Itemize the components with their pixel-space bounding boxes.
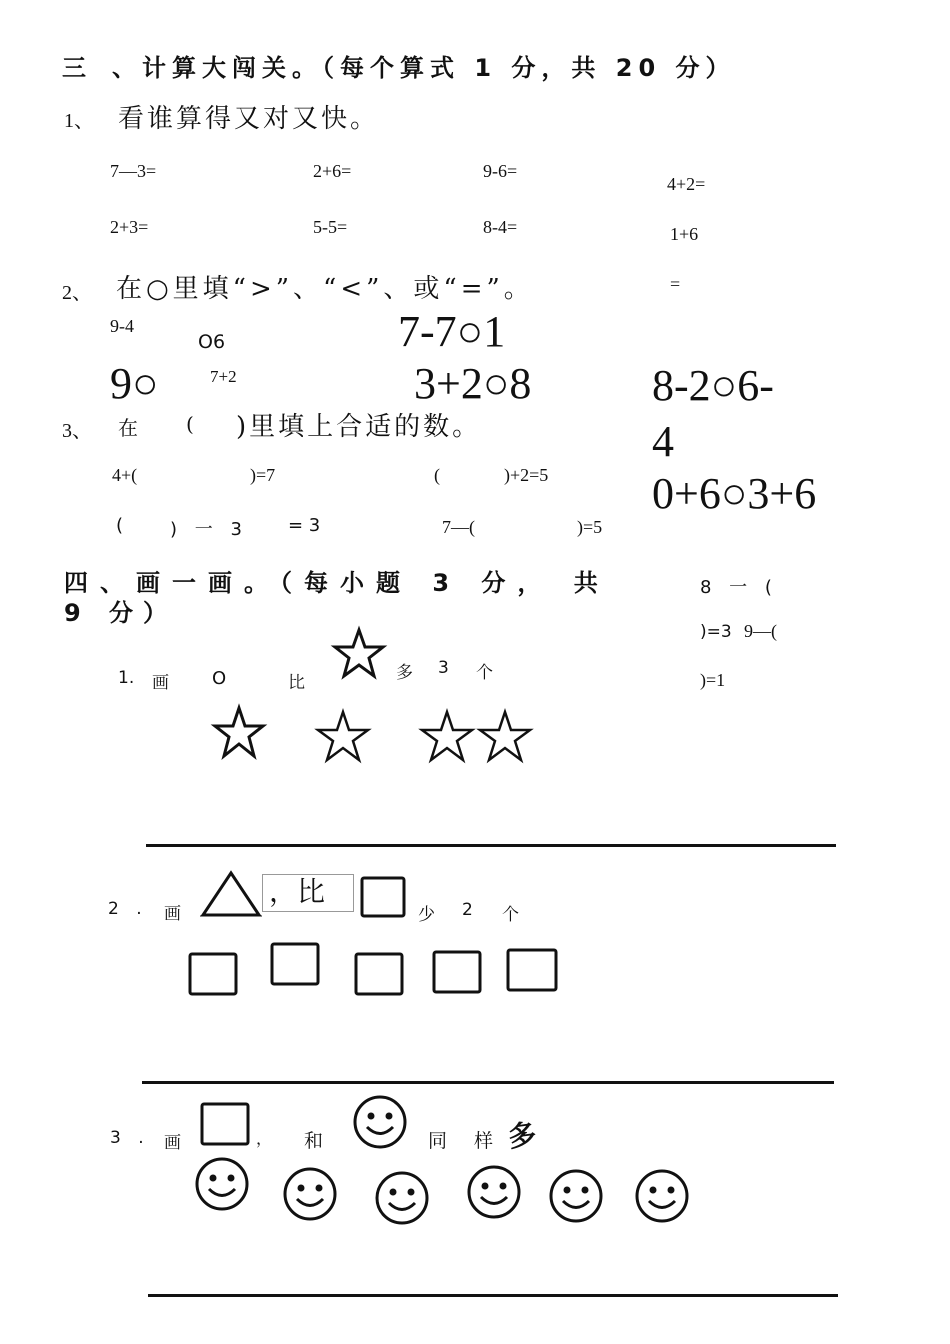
equation: 2+3= (110, 217, 149, 237)
sub2-word: 个 (502, 905, 519, 925)
answer-line (146, 844, 836, 847)
fill-blank: 8 一 ( (700, 577, 778, 598)
equation: 4+2= (667, 174, 706, 194)
section4-heading: 四、画一画。（每小题 3 分， 共 (64, 569, 610, 597)
fill-blank: ) 一 3 (170, 519, 248, 540)
fill-blank: )=7 (250, 465, 276, 485)
equation: = (670, 274, 681, 294)
star-icon (420, 710, 474, 762)
section3-number: 三 (62, 54, 92, 82)
equation: 2+6= (313, 161, 352, 181)
smiley-icon (352, 1094, 408, 1150)
triangle-icon (200, 870, 262, 918)
q3-title-part: 在 (118, 416, 138, 440)
equation: 5-5= (313, 217, 348, 237)
smiley-icon (548, 1168, 604, 1224)
sub2-word: ，比 (262, 874, 354, 912)
sub1-word: 画 (152, 673, 169, 693)
sub2-word: 画 (164, 904, 181, 924)
comparison: 3+2○8 (414, 359, 532, 408)
square-icon (432, 950, 482, 994)
sub2-word: 少 (418, 905, 435, 925)
comparison: 9○ (110, 359, 159, 408)
square-icon (360, 876, 406, 918)
sub1-number: 1. (118, 668, 135, 688)
equation: 1+6 (670, 224, 699, 244)
smiley-icon (634, 1168, 690, 1224)
square-icon (354, 952, 404, 996)
fill-blank: )=1 (700, 670, 726, 690)
comparison: 4 (652, 417, 674, 466)
comparison: 7-7○1 (398, 307, 506, 356)
comparison: 9-4 (110, 316, 134, 336)
q1-title: 看谁算得又对又快。 (118, 104, 380, 134)
comparison: 0+6○3+6 (652, 469, 817, 518)
square-icon (200, 1102, 250, 1146)
equation: 7—3= (110, 161, 157, 181)
sub3-word: 画 (164, 1133, 181, 1153)
square-icon (270, 942, 320, 986)
sub3-word: ， (256, 1129, 273, 1148)
fill-blank: )+2=5 (504, 465, 549, 485)
star-icon (316, 710, 370, 762)
sub3-word: 同 (428, 1130, 448, 1152)
equation: 8-4= (483, 217, 518, 237)
section3-heading: 、计算大闯关。（每个算式 1 分，共 20 分） (112, 54, 736, 82)
answer-line (148, 1294, 838, 1297)
q3-number: 3、 (62, 420, 92, 442)
sub1-word: 个 (476, 663, 493, 683)
sub3-word: 样 (474, 1130, 494, 1152)
equation: 9-6= (483, 161, 518, 181)
sub3-word: 多 (506, 1117, 539, 1154)
star-icon (478, 710, 532, 762)
smiley-icon (194, 1156, 250, 1212)
fill-blank: )=3 (700, 622, 732, 642)
sub1-word: 多 (396, 663, 413, 683)
sub3-number: 3 . (110, 1128, 150, 1148)
star-icon (334, 628, 384, 678)
square-icon (188, 952, 238, 996)
fill-blank: 9—( (744, 621, 777, 641)
answer-line (142, 1081, 834, 1084)
q2-number: 2、 (62, 282, 92, 304)
q2-title: 在○里填“>”、“<”、或“=”。 (116, 274, 534, 304)
star-icon (214, 706, 264, 758)
sub1-word: 3 (438, 658, 449, 678)
comparison: O6 (198, 331, 226, 353)
q3-title-part: )里填上合适的数。 (236, 412, 482, 442)
fill-blank: = 3 (288, 515, 321, 536)
smiley-icon (466, 1164, 522, 1220)
fill-blank: ( (116, 515, 124, 536)
q1-number: 1、 (64, 110, 94, 132)
sub1-word: O (212, 668, 227, 689)
section4-heading-cont: 9 分） (64, 599, 178, 627)
smiley-icon (282, 1166, 338, 1222)
sub3-word: 和 (304, 1130, 324, 1152)
fill-blank: ( (434, 465, 440, 485)
smiley-icon (374, 1170, 430, 1226)
sub2-number: 2 . (108, 899, 148, 919)
fill-blank: 7—( (442, 517, 475, 537)
fill-blank: )=5 (577, 517, 603, 537)
comparison: 8-2○6- (652, 361, 774, 410)
square-icon (506, 948, 558, 992)
sub1-word: 比 (288, 673, 305, 693)
comparison: 7+2 (210, 367, 237, 386)
q3-title-part: ( (186, 412, 194, 436)
sub2-word: 2 (462, 900, 473, 920)
fill-blank: 4+( (112, 465, 138, 485)
